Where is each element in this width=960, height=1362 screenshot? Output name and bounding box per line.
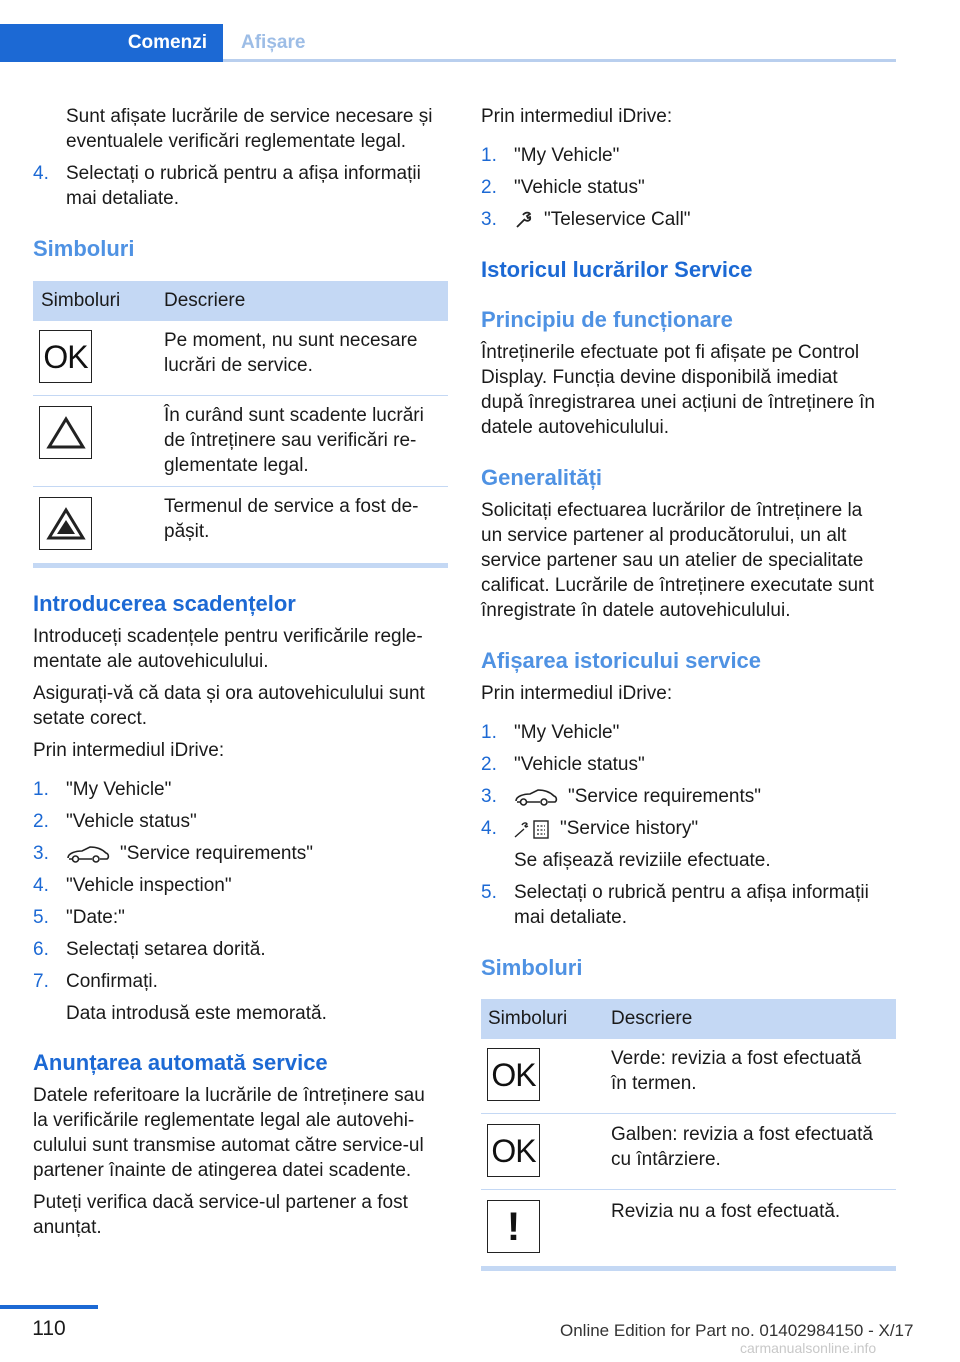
- step-text: [514, 207, 691, 232]
- simboluri-heading: Simboluri: [33, 236, 135, 261]
- afisarea-heading: Afișarea istoricului service: [481, 648, 762, 673]
- introducerea-heading: Introducerea scadențelor: [33, 591, 296, 616]
- step-number: 6.: [33, 939, 49, 960]
- ok-symbol: [487, 1048, 540, 1101]
- watermark: carmanualsonline.info: [740, 1340, 877, 1356]
- paragraph: Puteți verifica dacă service-ul partener a fost: [33, 1192, 408, 1213]
- paragraph: calificat. Lucrările de întreținere executate sunt: [481, 575, 874, 596]
- ok-label: OK: [491, 1056, 536, 1093]
- table-cell: lucrări de service.: [164, 355, 313, 376]
- generalitati-heading: Generalități: [481, 465, 603, 490]
- step-number: 2.: [33, 811, 49, 832]
- paragraph: partener înainte de atingerea datei scadente.: [33, 1160, 412, 1181]
- row-divider: [33, 395, 448, 396]
- paragraph: Prin intermediul iDrive:: [481, 683, 673, 704]
- car-icon: [66, 845, 110, 863]
- table-cell: În curând sunt scadente lucrări: [164, 405, 424, 426]
- row-divider: [481, 1113, 896, 1114]
- warning-triangle-icon: [39, 406, 92, 459]
- step-text: Selectați o rubrică pentru a afișa informații: [66, 163, 421, 184]
- warning-triangle-filled-icon: [39, 497, 92, 550]
- paragraph: mentate ale autovehiculului.: [33, 651, 269, 672]
- step-number: 7.: [33, 971, 49, 992]
- col-header: Descriere: [164, 290, 246, 311]
- simboluri-heading: Simboluri: [481, 955, 583, 980]
- step-text: mai detaliate.: [66, 188, 180, 209]
- paragraph: setate corect.: [33, 708, 148, 729]
- step-number: 2.: [481, 754, 497, 775]
- step-result: Data introdusă este memorată.: [66, 1003, 327, 1024]
- step-text: mai detaliate.: [514, 907, 628, 928]
- step-text: [514, 784, 761, 809]
- step-text: "Vehicle status": [66, 811, 197, 832]
- step-number: 2.: [481, 177, 497, 198]
- paragraph: anunțat.: [33, 1217, 102, 1238]
- header-divider: [223, 59, 896, 62]
- paragraph: la verificările reglementate legal ale autovehi‐: [33, 1110, 415, 1131]
- paragraph: Prin intermediul iDrive:: [33, 740, 225, 761]
- step-label: "Service history": [560, 818, 699, 839]
- paragraph: înregistrate în datele autovehiculului.: [481, 600, 791, 621]
- col-header: Simboluri: [41, 290, 121, 311]
- step-text: Selectați o rubrică pentru a afișa informații: [514, 882, 869, 903]
- step-text: [514, 816, 698, 841]
- istoric-heading: Istoricul lucrărilor Service: [481, 257, 753, 282]
- table-header: [33, 281, 448, 321]
- step-number: 5.: [481, 882, 497, 903]
- paragraph: Asigurați-vă că data și ora autovehiculului sunt: [33, 683, 425, 704]
- edition-text: Online Edition for Part no. 01402984150 - X/17: [560, 1321, 914, 1340]
- step-text: "Vehicle status": [514, 754, 645, 775]
- footer-accent: [0, 1305, 98, 1309]
- anuntarea-heading: Anunțarea automată service: [33, 1050, 328, 1075]
- ok-label: OK: [491, 1132, 536, 1169]
- step-text: Selectați setarea dorită.: [66, 939, 266, 960]
- step-label: "Service requirements": [568, 786, 762, 807]
- step-number: 4.: [33, 875, 49, 896]
- ok-symbol: [39, 330, 92, 383]
- table-end-bar: [33, 563, 448, 568]
- step-text: "My Vehicle": [514, 145, 620, 166]
- step-number: 3.: [481, 786, 497, 807]
- row-divider: [481, 1189, 896, 1190]
- paragraph: Întreținerile efectuate pot fi afișate pe Control: [481, 342, 860, 363]
- paragraph: Introduceți scadențele pentru verificările regle‐: [33, 626, 423, 647]
- step-number: 3.: [33, 843, 49, 864]
- table-cell: de întreținere sau verificări re‐: [164, 430, 417, 451]
- table-cell: Pe moment, nu sunt necesare: [164, 330, 418, 351]
- paragraph: un service partener al producătorului, un alt: [481, 525, 847, 546]
- step-text: "Vehicle status": [514, 177, 645, 198]
- wrench-icon: [514, 211, 534, 229]
- paragraph: Prin intermediul iDrive:: [481, 106, 673, 127]
- table-cell: Verde: revizia a fost efectuată: [611, 1048, 862, 1069]
- table-cell: pășit.: [164, 521, 210, 542]
- step-text: "Vehicle inspection": [66, 875, 232, 896]
- paragraph: culului sunt transmise automat către service-ul: [33, 1135, 424, 1156]
- table-cell: cu întârziere.: [611, 1149, 721, 1170]
- tab-afisare[interactable]: Afișare: [223, 24, 441, 62]
- table-header: [481, 999, 896, 1039]
- intro-text: eventualele verificări reglementate legal.: [66, 131, 407, 152]
- principiu-heading: Principiu de funcționare: [481, 307, 733, 332]
- step-label: "Teleservice Call": [544, 209, 691, 230]
- exclamation-icon: [487, 1200, 540, 1253]
- step-result: Se afișează reviziile efectuate.: [514, 850, 771, 871]
- step-text: "My Vehicle": [66, 779, 172, 800]
- table-cell: Revizia nu a fost efectuată.: [611, 1201, 841, 1222]
- step-number: 1.: [481, 145, 497, 166]
- exclamation-label: !: [506, 1204, 521, 1249]
- tab-comenzi[interactable]: Comenzi: [0, 24, 223, 62]
- table-cell: Termenul de service a fost de‐: [164, 496, 419, 517]
- step-text: "Date:": [66, 907, 125, 928]
- step-number: 5.: [33, 907, 49, 928]
- step-number: 1.: [481, 722, 497, 743]
- step-label: "Service requirements": [120, 843, 314, 864]
- table-cell: Galben: revizia a fost efectuată: [611, 1124, 873, 1145]
- step-number: 1.: [33, 779, 49, 800]
- step-number: 3.: [481, 209, 497, 230]
- step-number: 4.: [481, 818, 497, 839]
- table-cell: în termen.: [611, 1073, 697, 1094]
- paragraph: după înregistrarea unei acțiuni de întreținere în: [481, 392, 875, 413]
- step-number: 4.: [33, 163, 49, 184]
- paragraph: service partener sau un atelier de specialitate: [481, 550, 864, 571]
- row-divider: [33, 486, 448, 487]
- intro-text: Sunt afișate lucrările de service necesare și: [66, 106, 433, 127]
- table-cell: glementate legal.: [164, 455, 309, 476]
- paragraph: Datele referitoare la lucrările de întreținere sau: [33, 1085, 425, 1106]
- step-text: [66, 841, 313, 866]
- car-icon: [514, 788, 558, 806]
- paragraph: Display. Funcția devine disponibilă imediat: [481, 367, 838, 388]
- step-text: Confirmați.: [66, 971, 158, 992]
- page-number: 110: [32, 1317, 66, 1340]
- paragraph: Solicitați efectuarea lucrărilor de întreținere la: [481, 500, 863, 521]
- step-text: "My Vehicle": [514, 722, 620, 743]
- paragraph: datele autovehiculului.: [481, 417, 670, 438]
- ok-label: OK: [43, 338, 88, 375]
- col-header: Simboluri: [488, 1008, 568, 1029]
- table-end-bar: [481, 1266, 896, 1271]
- service-history-icon: [514, 819, 550, 839]
- col-header: Descriere: [611, 1008, 693, 1029]
- ok-symbol: [487, 1124, 540, 1177]
